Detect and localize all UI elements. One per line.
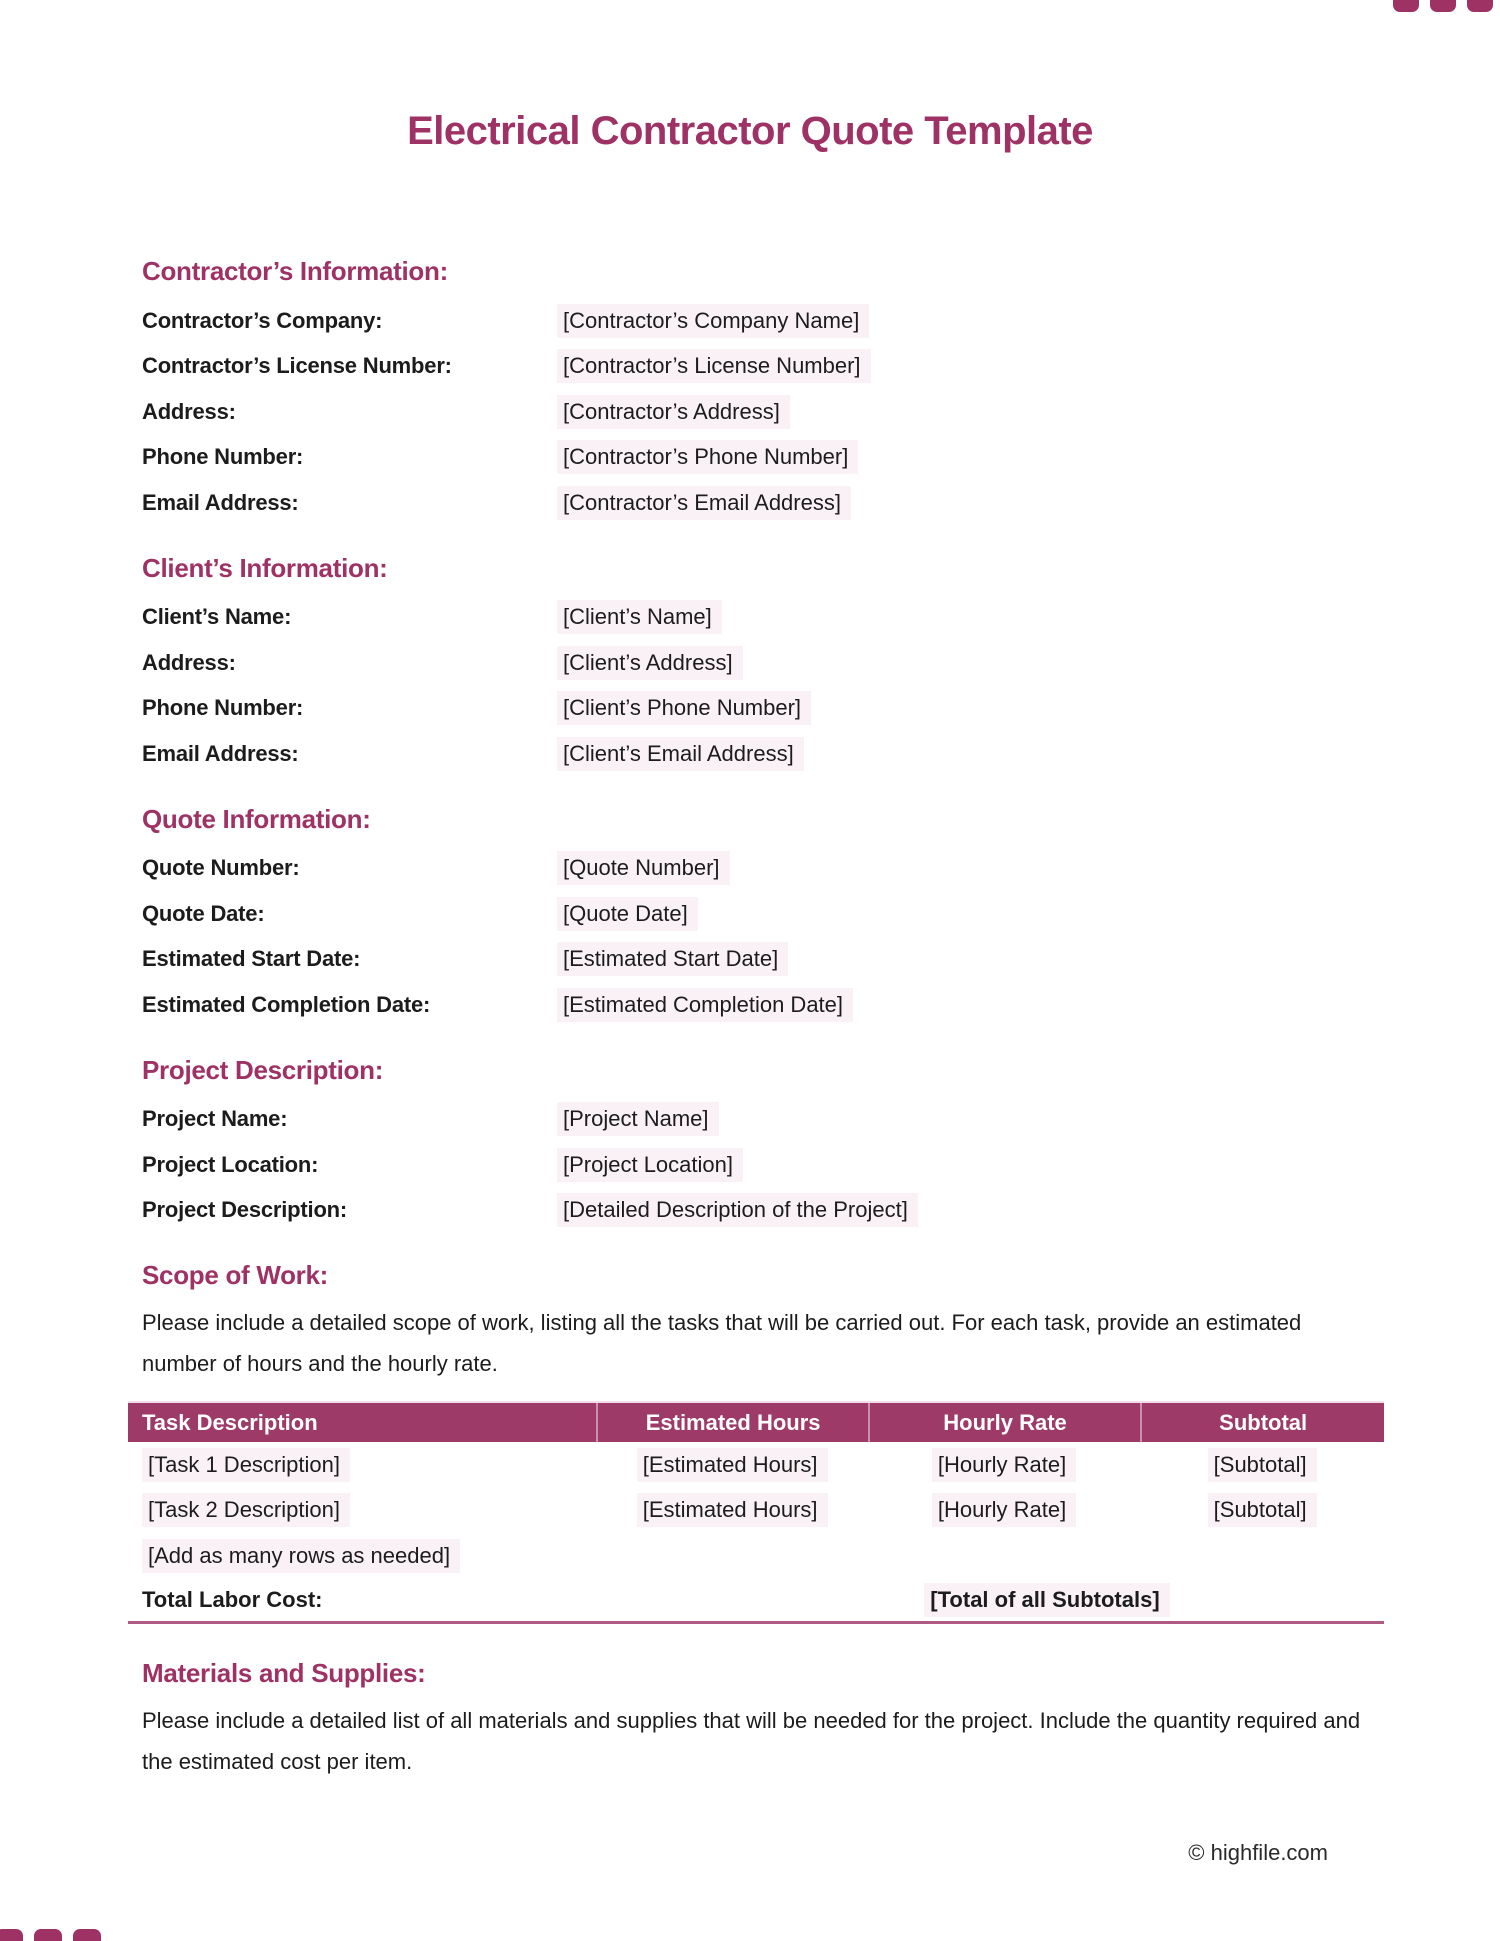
- field-row: [142, 480, 1362, 526]
- field-value-placeholder[interactable]: [Quote Number]: [557, 851, 730, 885]
- cell-placeholder[interactable]: [Task 1 Description]: [142, 1448, 350, 1482]
- field-value-placeholder[interactable]: [Contractor’s Address]: [557, 395, 790, 429]
- field-value-placeholder[interactable]: [Project Location]: [557, 1148, 743, 1182]
- field-value-placeholder[interactable]: [Contractor’s Email Address]: [557, 486, 851, 520]
- cell-placeholder[interactable]: [Hourly Rate]: [932, 1448, 1076, 1482]
- field-row: [142, 846, 1362, 892]
- field-value-placeholder[interactable]: [Detailed Description of the Project]: [557, 1193, 918, 1227]
- field-label: Project Description:: [142, 1197, 348, 1223]
- decoration-dot: [1467, 0, 1493, 12]
- field-value-placeholder[interactable]: [Estimated Completion Date]: [557, 988, 853, 1022]
- table-header-row: [128, 1401, 1384, 1442]
- field-label: Quote Date:: [142, 900, 265, 926]
- document-content: [0, 256, 1500, 1782]
- section-heading: Scope of Work:: [142, 1260, 329, 1290]
- scope-description: Please include a detailed scope of work, listing all the tasks that will be carried out. For each task, provide an estimated number of hours and the hourly rate.: [142, 1310, 1302, 1376]
- field-value-placeholder[interactable]: [Project Name]: [557, 1102, 719, 1136]
- field-value-placeholder[interactable]: [Quote Date]: [557, 897, 698, 931]
- field-value-placeholder[interactable]: [Contractor’s Phone Number]: [557, 440, 858, 474]
- materials-description: Please include a detailed list of all materials and supplies that will be needed for the project. Include the quantity required and the estimated cost per item.: [142, 1707, 1361, 1774]
- total-value-placeholder[interactable]: [Total of all Subtotals]: [924, 1583, 1169, 1617]
- field-value-placeholder[interactable]: [Contractor’s License Number]: [557, 349, 871, 383]
- decoration-dot: [1430, 0, 1456, 12]
- field-row: [142, 937, 1362, 983]
- field-row: [142, 640, 1362, 686]
- section-heading: Contractor’s Information:: [142, 256, 448, 286]
- total-labor-cost-row: [128, 1579, 1384, 1621]
- field-row: [142, 435, 1362, 481]
- cell-placeholder[interactable]: [Estimated Hours]: [637, 1448, 828, 1482]
- section-materials-and-supplies: [142, 1658, 1362, 1782]
- field-label: Estimated Start Date:: [142, 946, 361, 972]
- section-quote-information: [142, 804, 1362, 1028]
- section-heading: Client’s Information:: [142, 552, 388, 583]
- field-row: [142, 1142, 1362, 1188]
- add-rows-note-placeholder[interactable]: [Add as many rows as needed]: [142, 1539, 460, 1573]
- cell-placeholder[interactable]: [Hourly Rate]: [932, 1493, 1076, 1527]
- field-row: [142, 731, 1362, 777]
- section-heading: Project Description:: [142, 1054, 384, 1085]
- total-labor-cost-label: Total Labor Cost:: [142, 1586, 323, 1612]
- decoration-dot: [73, 1929, 101, 1941]
- field-row: [142, 891, 1362, 937]
- field-label: Address:: [142, 398, 236, 424]
- cell-placeholder[interactable]: [Subtotal]: [1208, 1448, 1317, 1482]
- field-row: [142, 1188, 1362, 1234]
- field-value-placeholder[interactable]: [Client’s Address]: [557, 646, 743, 680]
- copyright-text: © highfile.com: [1188, 1840, 1328, 1865]
- field-row: [142, 389, 1362, 435]
- section-heading: Quote Information:: [142, 803, 371, 834]
- corner-decoration-bottom-left: [0, 1929, 101, 1941]
- scope-of-work-table: [128, 1401, 1384, 1624]
- field-row: [142, 298, 1362, 344]
- field-label: Client’s Name:: [142, 604, 292, 630]
- field-label: Contractor’s Company:: [142, 307, 383, 333]
- field-label: Estimated Completion Date:: [142, 991, 431, 1017]
- field-row: [142, 686, 1362, 732]
- column-header-task-description: Task Description: [142, 1409, 318, 1435]
- field-value-placeholder[interactable]: [Client’s Name]: [557, 600, 722, 634]
- field-label: Email Address:: [142, 740, 299, 766]
- field-label: Address:: [142, 649, 236, 675]
- decoration-dot: [34, 1929, 62, 1941]
- column-header-hourly-rate: Hourly Rate: [868, 1403, 1141, 1442]
- field-label: Quote Number:: [142, 855, 300, 881]
- corner-decoration-top-right: [1393, 0, 1493, 12]
- section-scope-of-work: [142, 1260, 1362, 1624]
- cell-placeholder[interactable]: [Estimated Hours]: [637, 1493, 828, 1527]
- field-label: Project Name:: [142, 1106, 288, 1132]
- section-contractor-information: [142, 256, 1362, 526]
- section-project-description: [142, 1055, 1362, 1234]
- field-value-placeholder[interactable]: [Client’s Phone Number]: [557, 691, 811, 725]
- field-row: [142, 982, 1362, 1028]
- field-label: Phone Number:: [142, 444, 304, 470]
- field-label: Project Location:: [142, 1151, 319, 1177]
- field-label: Email Address:: [142, 489, 299, 515]
- field-row: [142, 595, 1362, 641]
- field-row: [142, 1097, 1362, 1143]
- table-row-add-note: [128, 1533, 1384, 1579]
- field-value-placeholder[interactable]: [Estimated Start Date]: [557, 942, 788, 976]
- section-heading: Materials and Supplies:: [142, 1657, 426, 1688]
- cell-placeholder[interactable]: [Task 2 Description]: [142, 1493, 350, 1527]
- column-header-subtotal: Subtotal: [1140, 1403, 1384, 1442]
- field-row: [142, 344, 1362, 390]
- field-value-placeholder[interactable]: [Client’s Email Address]: [557, 737, 804, 771]
- decoration-dot: [0, 1929, 23, 1941]
- field-label: Contractor’s License Number:: [142, 353, 452, 379]
- page-title: Electrical Contractor Quote Template: [407, 109, 1093, 153]
- column-header-estimated-hours: Estimated Hours: [596, 1403, 867, 1442]
- section-client-information: [142, 553, 1362, 777]
- table-row: [128, 1488, 1384, 1534]
- table-row: [128, 1442, 1384, 1488]
- field-label: Phone Number:: [142, 695, 304, 721]
- cell-placeholder[interactable]: [Subtotal]: [1208, 1493, 1317, 1527]
- decoration-dot: [1393, 0, 1419, 12]
- field-value-placeholder[interactable]: [Contractor’s Company Name]: [557, 304, 869, 338]
